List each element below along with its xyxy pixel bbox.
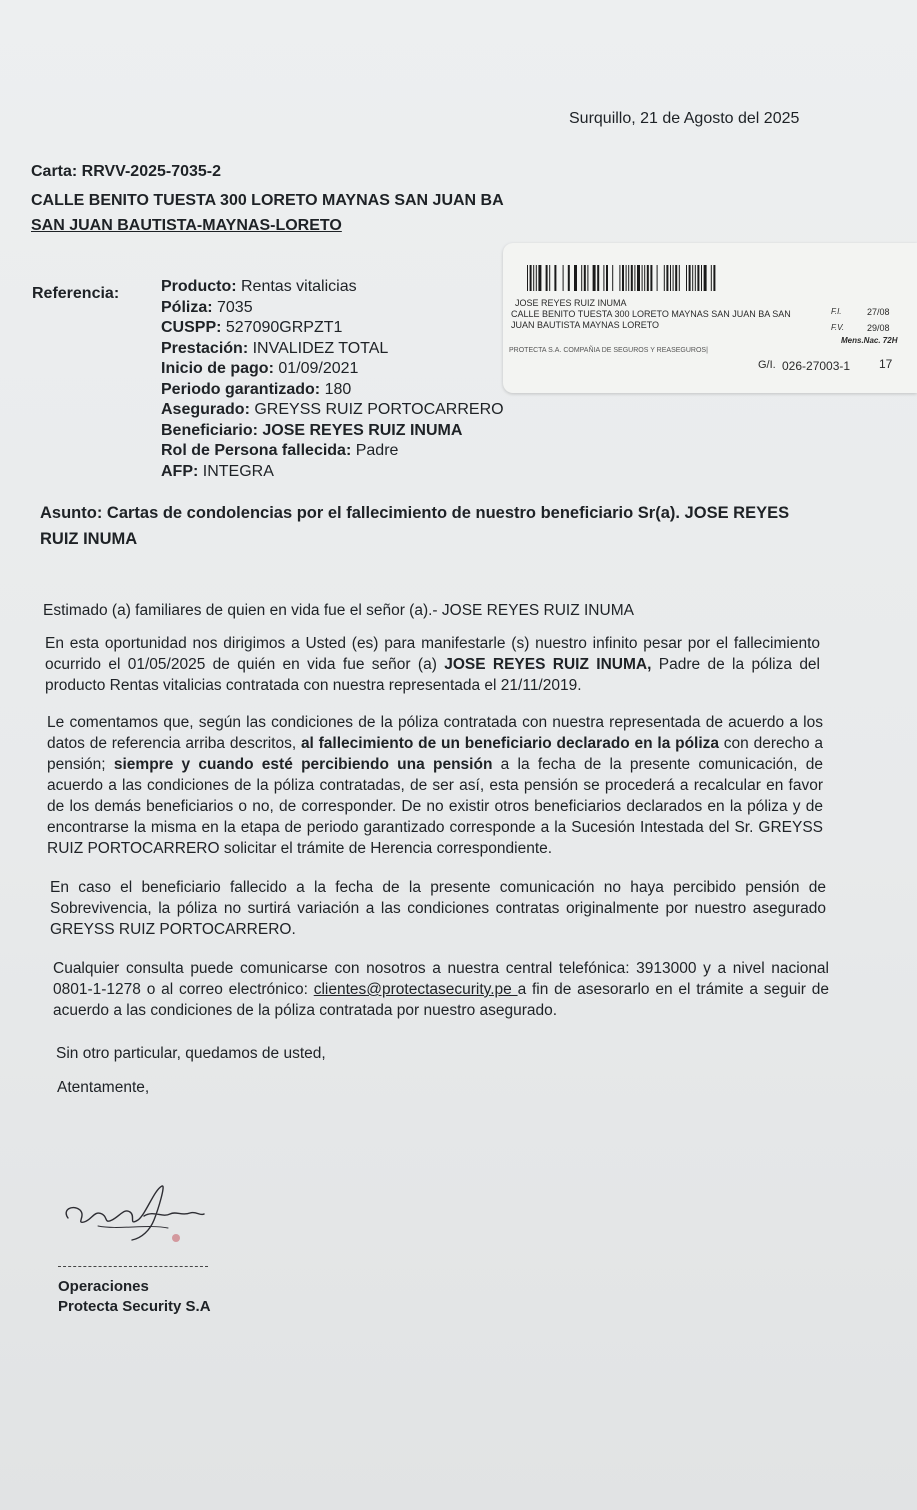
p2-text-e: a la fecha de la presente comunicación, de acuerdo a las condiciones de la póliza contratadas, de ser así, esta pensión se procederá a recalcular en favor de los demás beneficiarios o no, de corresponder. De no existir otros beneficiarios declarados en la póliza y de encontrarse la misma en la etapa de periodo garantizado corresponde a la Sucesión Intestada del Sr. GREYSS RUIZ PORTOCARRERO solicitar el trámite de Herencia correspondiente. xyxy=(47,756,823,857)
p1-beneficiary-name: JOSE REYES RUIZ INUMA, xyxy=(444,656,652,673)
p1-text-c: Padre de la póliza del producto Rentas vitalicias contratada con nuestra representada el 21/11/2019. xyxy=(45,656,820,694)
label-fv-key: F.V. xyxy=(831,323,845,332)
label-service: Mens.Nac. 72H xyxy=(841,336,898,345)
barcode-icon xyxy=(527,265,745,291)
reference-value: INVALIDEZ TOTAL xyxy=(248,339,389,357)
closing-line: Sin otro particular, quedamos de usted, xyxy=(56,1045,326,1062)
reference-value: INTEGRA xyxy=(198,462,274,480)
p2-text-c: con derecho a pensión; xyxy=(47,735,823,773)
paragraph-2 xyxy=(47,712,823,859)
reference-key: Asegurado: xyxy=(161,401,250,418)
reference-value: Rentas vitalicias xyxy=(236,278,357,295)
subject-line: Asunto: Cartas de condolencias por el fallecimiento de nuestro beneficiario Sr(a). JOSE REYES RUIZ INUMA xyxy=(40,504,790,548)
reference-row xyxy=(161,339,504,360)
reference-key: Beneficiario: xyxy=(161,421,258,439)
paragraph-1 xyxy=(45,633,820,696)
reference-key: Periodo garantizado: xyxy=(161,380,321,398)
p2-bold-b: al fallecimiento de un beneficiario declarado en la póliza xyxy=(300,735,720,752)
contact-email-link[interactable]: clientes@protectasecurity.pe xyxy=(313,981,518,998)
p4-text-c: a fin de asesorarlo en el trámite a seguir de acuerdo a las condiciones de la póliza contratada por nuestro asegurado. xyxy=(53,981,829,1019)
label-sender-company: PROTECTA S.A. COMPAÑIA DE SEGUROS Y REASEGUROS| xyxy=(509,347,708,354)
label-recipient-address: CALLE BENITO TUESTA 300 LORETO MAYNAS SAN JUAN BA SAN JUAN BAUTISTA MAYNAS LORETO xyxy=(511,309,791,330)
reference-row xyxy=(161,421,504,442)
reference-row xyxy=(161,441,504,462)
letter-reference-code: Carta: RRVV-2025-7035-2 xyxy=(31,163,222,180)
reference-row xyxy=(161,462,504,483)
mailing-label xyxy=(503,243,917,393)
greeting: Estimado (a) familiares de quien en vida fue el señor (a).- JOSE REYES RUIZ INUMA xyxy=(43,602,634,619)
reference-row xyxy=(161,400,504,421)
reference-key: Producto: xyxy=(161,278,237,295)
reference-row xyxy=(161,298,504,319)
p2-bold-d: siempre y cuando esté percibiendo una pensión xyxy=(113,756,493,773)
reference-key: Prestación: xyxy=(161,339,249,357)
reference-list xyxy=(161,277,504,482)
p1-text-a: En esta oportunidad nos dirigimos a Usted (es) para manifestarle (s) nuestro infinito pesar por el fallecimiento ocurrido el 01/05/2025 de quién en vida fue señor (a) xyxy=(45,635,820,673)
reference-key: Póliza: xyxy=(161,298,213,316)
recipient-address-line2: SAN JUAN BAUTISTA-MAYNAS-LORETO xyxy=(31,217,342,234)
reference-row xyxy=(161,359,504,380)
reference-key: CUSPP: xyxy=(161,319,222,336)
letter-date: Surquillo, 21 de Agosto del 2025 xyxy=(569,110,800,127)
reference-row xyxy=(161,277,504,298)
paragraph-4 xyxy=(53,958,829,1021)
reference-row xyxy=(161,380,504,401)
reference-key: Rol de Persona fallecida: xyxy=(161,442,352,459)
p2-text-a: Le comentamos que, según las condiciones de la póliza contratada con nuestra representada de acuerdo a los datos de referencia arriba descritos, xyxy=(47,714,823,752)
paragraph-3: En caso el beneficiario fallecido a la fecha de la presente comunicación no haya percibido pensión de Sobrevivencia, la póliza no surtirá variación a las condiciones contratas originalmente por nuestro asegurado GREYSS RUIZ PORTOCARRERO. xyxy=(50,879,826,938)
label-gi-key: G/I. xyxy=(758,359,776,371)
reference-value: 01/09/2021 xyxy=(273,360,359,377)
signature-line xyxy=(58,1266,208,1267)
signature-department: Operaciones xyxy=(58,1278,149,1295)
reference-value: Padre xyxy=(351,442,399,459)
reference-value: GREYSS RUIZ PORTOCARRERO xyxy=(249,401,504,418)
reference-value: 180 xyxy=(320,380,352,398)
label-gi-value: 026-27003-1 xyxy=(782,359,851,373)
label-fv-value: 29/08 xyxy=(867,323,890,333)
p4-text-a: Cualquier consulta puede comunicarse con nosotros a nuestra central telefónica: 3913000 y a nivel nacional 0801-1-1278 o al correo electrónico: xyxy=(53,960,829,998)
reference-key: AFP: xyxy=(161,462,199,480)
reference-value: JOSE REYES RUIZ INUMA xyxy=(257,421,463,439)
label-fi-key: F.I. xyxy=(831,307,842,316)
closing-regards: Atentamente, xyxy=(57,1079,150,1096)
reference-value: 527090GRPZT1 xyxy=(221,319,343,336)
reference-row xyxy=(161,318,504,339)
reference-key: Inicio de pago: xyxy=(161,360,274,377)
label-recipient-name: JOSE REYES RUIZ INUMA xyxy=(515,298,627,308)
handwritten-signature xyxy=(58,1180,208,1252)
reference-label: Referencia: xyxy=(32,285,120,302)
signature-company: Protecta Security S.A xyxy=(58,1298,211,1315)
label-fi-value: 27/08 xyxy=(867,307,890,317)
reference-value: 7035 xyxy=(212,298,253,316)
label-number: 17 xyxy=(879,357,893,371)
recipient-address-line1: CALLE BENITO TUESTA 300 LORETO MAYNAS SAN JUAN BA xyxy=(31,192,504,209)
